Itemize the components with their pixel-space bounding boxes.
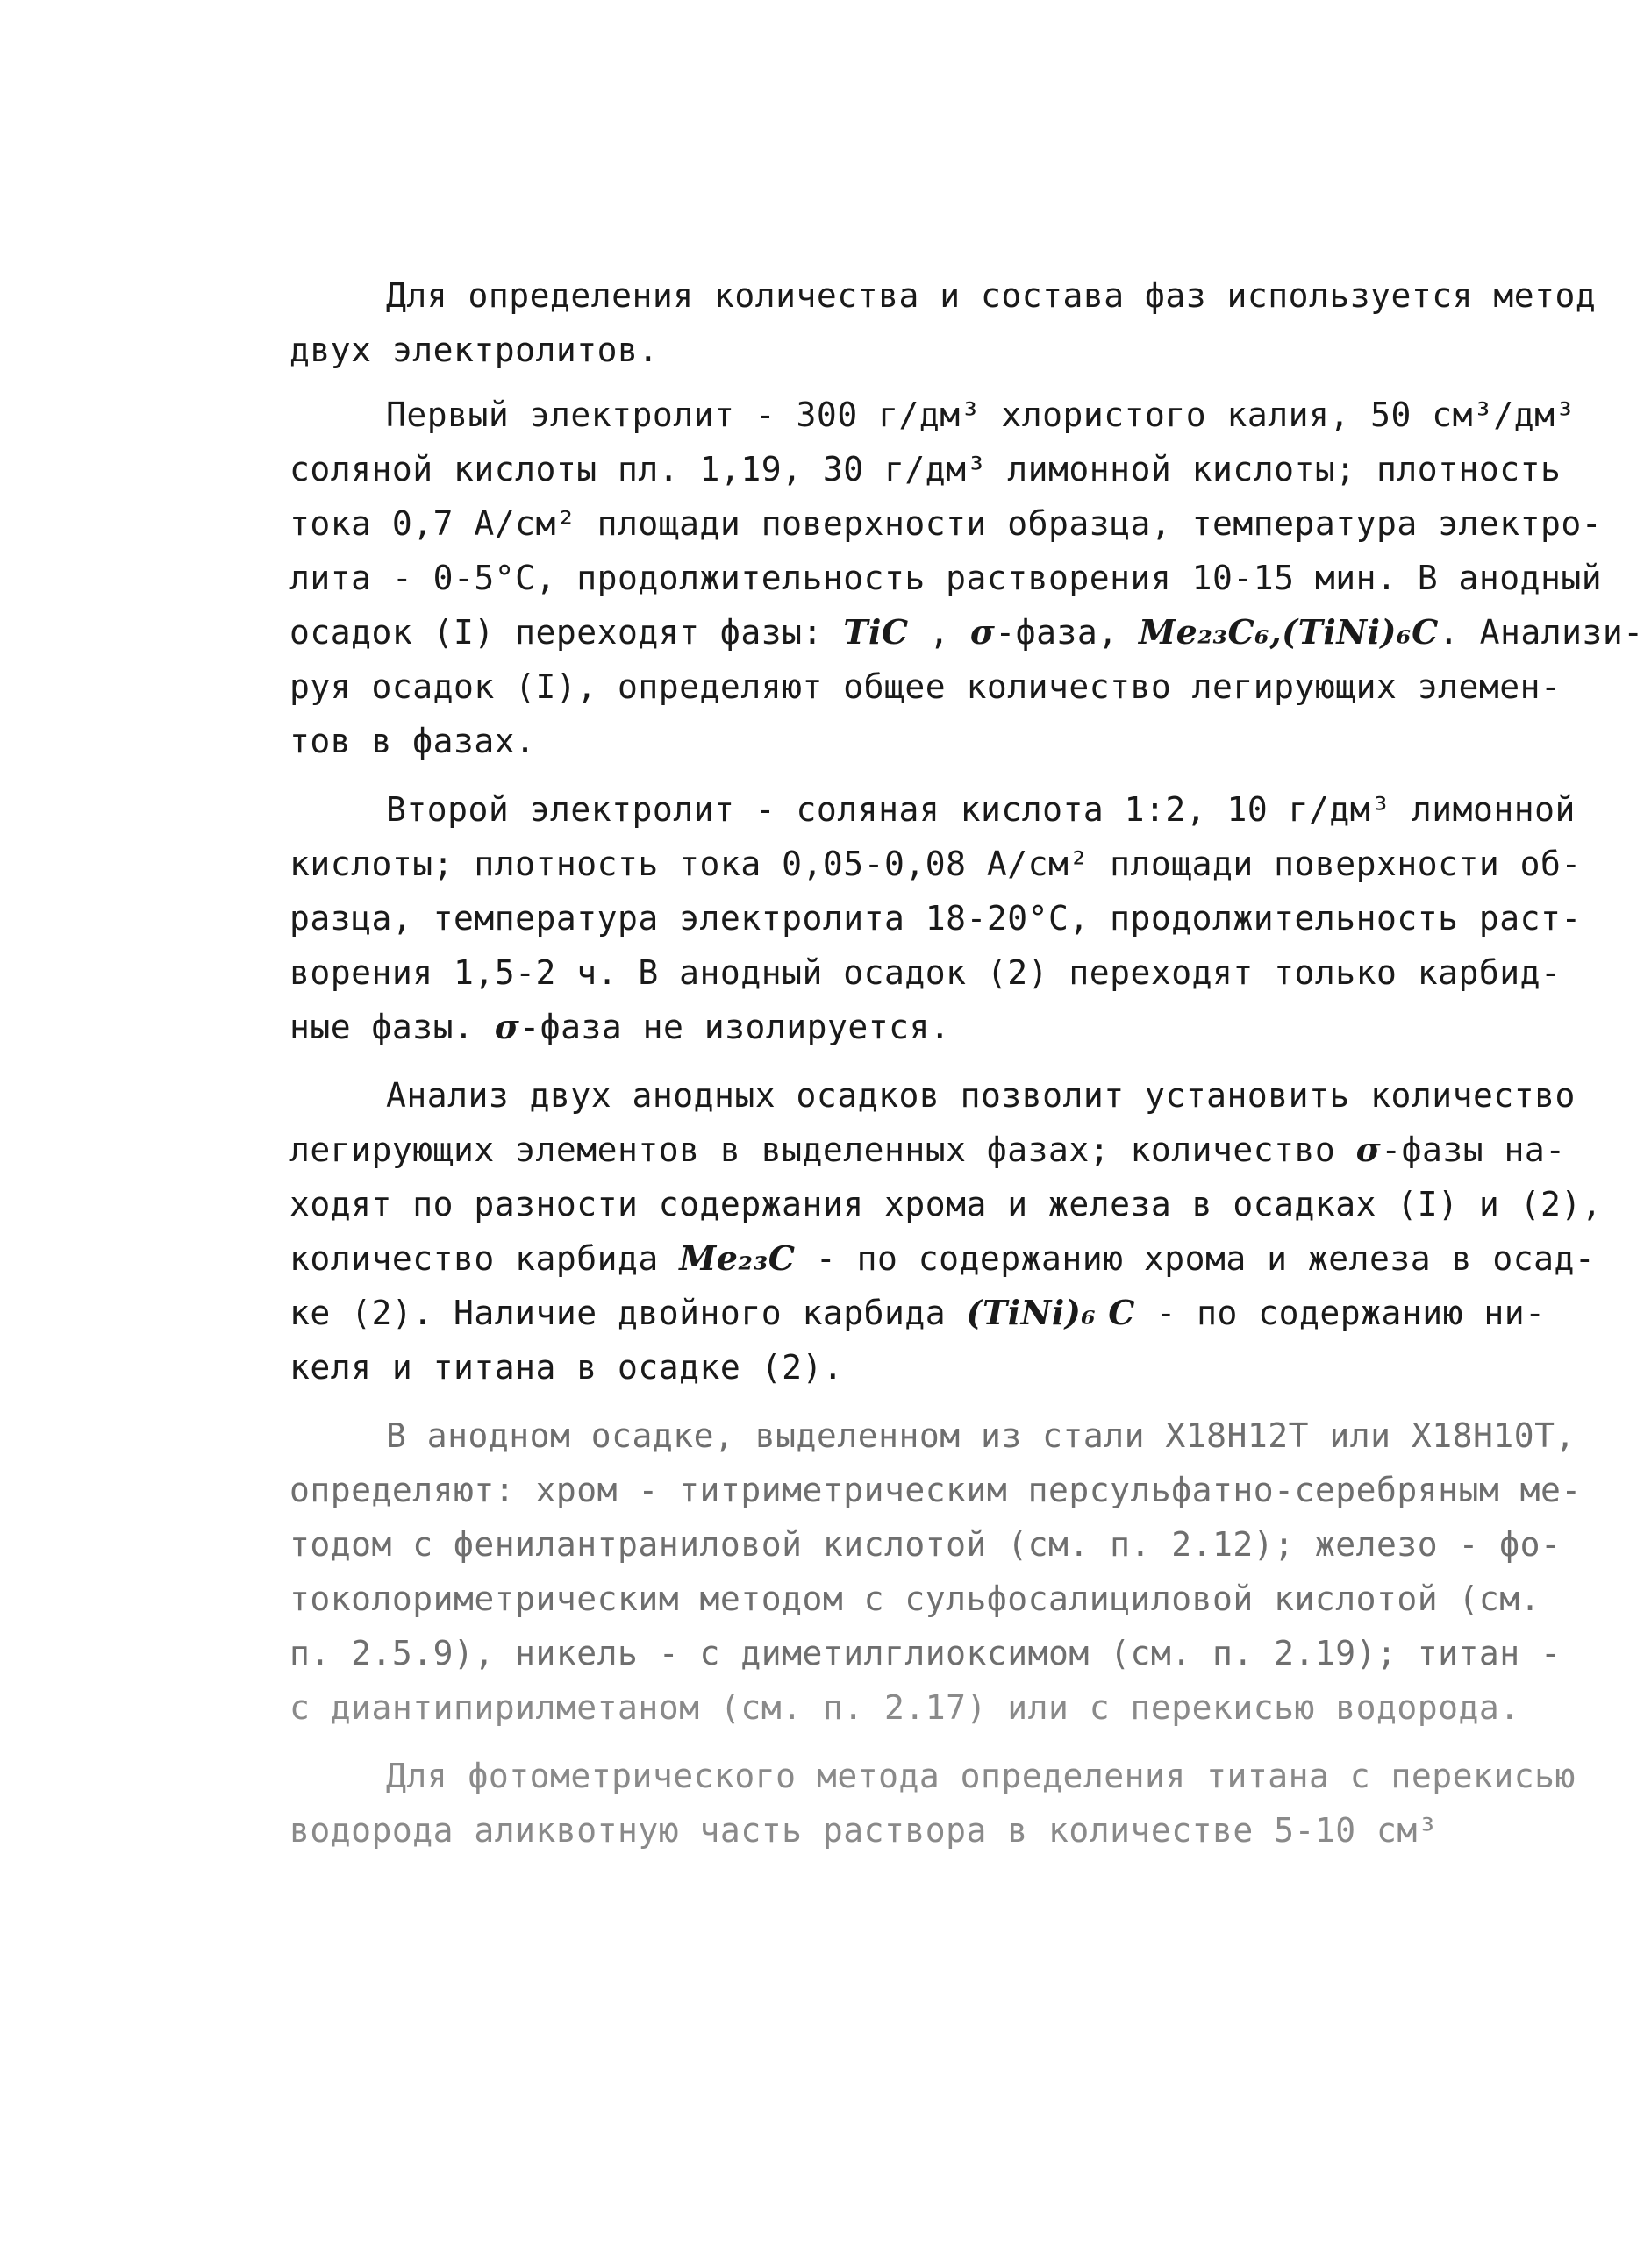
formula-sigma: σ [494,1007,520,1046]
text-line: Второй электролит - соляная кислота 1:2, 10 г/дм³ лимонной [386,790,1576,829]
text-fragment: -фаза не изолируется. [519,1008,951,1046]
text-line: двух электролитов. [289,331,659,369]
formula-sigma: σ [969,612,996,652]
text-fragment: - по содержанию ни- [1134,1294,1546,1332]
formula-tic: TiC [843,612,909,652]
text-line: с диантипирилметаном (см. п. 2.17) или с перекисью водорода. [289,1688,1520,1727]
formula-carbides: Me₂₃C₆,(TiNi)₆C [1139,612,1439,652]
formula-tini6c: (TiNi)₆ C [966,1293,1135,1332]
text-fragment: -фаза, [995,613,1140,652]
text-fragment: -фазы на- [1381,1130,1566,1169]
text-line-with-formula [289,1005,950,1049]
text-line: тока 0,7 А/см² площади поверхности образца, температура электро- [289,504,1603,543]
text-fragment: количество карбида [289,1239,680,1278]
text-line: токолориметрическим методом с сульфосалициловой кислотой (см. [289,1580,1541,1618]
text-line: келя и титана в осадке (2). [289,1348,844,1387]
text-line: водорода аликвотную часть раствора в количестве 5-10 см³ [289,1811,1439,1850]
text-line: ворения 1,5-2 ч. В анодный осадок (2) переходят только карбид- [289,953,1562,992]
text-line: Для фотометрического метода определения титана с перекисью [386,1757,1576,1795]
text-line: Первый электролит - 300 г/дм³ хлористого калия, 50 см³/дм³ [386,396,1576,434]
text-line: Для определения количества и состава фаз используется метод [386,276,1597,315]
formula-me23c: Me₂₃C [679,1238,796,1278]
text-line: ходят по разности содержания хрома и железа в осадках (I) и (2), [289,1185,1603,1223]
text-line: разца, температура электролита 18-20°С, продолжительность раст- [289,899,1582,938]
text-line-with-formula [289,1237,1595,1280]
text-line: В анодном осадке, выделенном из стали Х18Н12Т или Х18Н10Т, [386,1416,1576,1455]
text-fragment: - по содержанию хрома и железа в осад- [795,1239,1596,1278]
text-line-with-formula [289,1291,1546,1335]
text-fragment: , [908,613,970,652]
text-line: определяют: хром - титриметрическим персульфатно-серебряным ме- [289,1471,1582,1509]
text-line-with-formulas [289,610,1644,654]
formula-sigma: σ [1355,1130,1382,1169]
text-fragment: осадок (I) переходят фазы: [289,613,844,652]
text-line: п. 2.5.9), никель - с диметилглиоксимом (см. п. 2.19); титан - [289,1634,1562,1672]
text-line: лита - 0-5°С, продолжительность растворения 10-15 мин. В анодный [289,559,1603,597]
text-fragment: легирующих элементов в выделенных фазах; количество [289,1130,1356,1169]
text-line: тодом с фенилантраниловой кислотой (см. п. 2.12); железо - фо- [289,1525,1562,1564]
text-line: руя осадок (I), определяют общее количество легирующих элемен- [289,667,1562,706]
text-fragment: ке (2). Наличие двойного карбида [289,1294,967,1332]
text-fragment: . Анализи- [1438,613,1644,652]
text-line: Анализ двух анодных осадков позволит установить количество [386,1076,1576,1115]
text-line-with-formula [289,1128,1566,1172]
text-fragment: ные фазы. [289,1008,495,1046]
text-line: кислоты; плотность тока 0,05-0,08 А/см² площади поверхности об- [289,845,1582,883]
text-line: тов в фазах. [289,722,536,760]
text-line: соляной кислоты пл. 1,19, 30 г/дм³ лимонной кислоты; плотность [289,450,1562,489]
